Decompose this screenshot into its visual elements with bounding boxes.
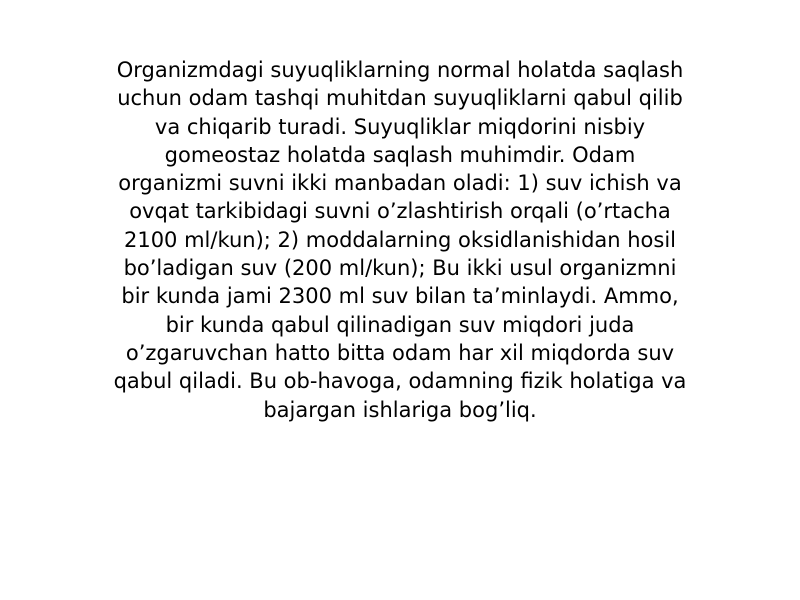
paragraph-line: bir kunda jami 2300 ml suv bilan ta’minlaydi. Ammo,	[121, 284, 679, 309]
body-paragraph	[100, 56, 700, 424]
paragraph-line: o’zgaruvchan hatto bitta odam har xil miqdorda suv	[125, 340, 675, 365]
paragraph-line: bir kunda qabul qilinadigan suv miqdori juda	[165, 312, 635, 337]
paragraph-line: gomeostaz holatda saqlash muhimdir. Odam	[164, 142, 636, 167]
paragraph-line: va chiqarib turadi. Suyuqliklar miqdorini nisbiy	[154, 114, 646, 139]
paragraph-line: bajargan ishlariga bog’liq.	[263, 397, 537, 422]
paragraph-line: uchun odam tashqi muhitdan suyuqliklarni qabul qilib	[117, 86, 683, 111]
paragraph-line: ovqat tarkibidagi suvni o’zlashtirish orqali (o’rtacha	[129, 199, 671, 224]
paragraph-line: qabul qiladi. Bu ob-havoga, odamning fizik holatiga va	[113, 369, 687, 394]
paragraph-line: organizmi suvni ikki manbadan oladi: 1) suv ichish va	[118, 171, 682, 196]
paragraph-line: bo’ladigan suv (200 ml/kun); Bu ikki usul organizmni	[123, 256, 677, 281]
paragraph-line: Organizmdagi suyuqliklarning normal holatda saqlash	[116, 58, 684, 82]
paragraph-line: 2100 ml/kun); 2) moddalarning oksidlanishidan hosil	[123, 227, 677, 252]
